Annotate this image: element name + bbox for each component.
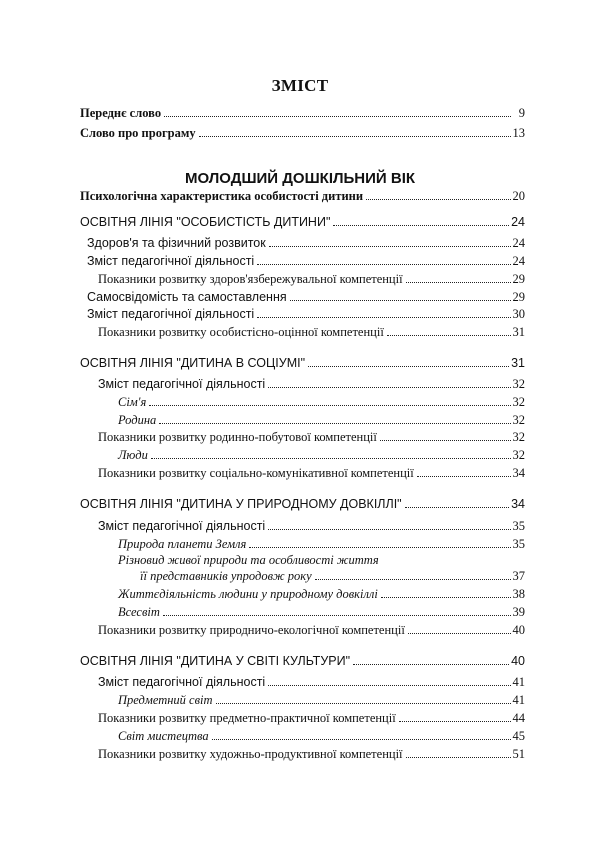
entry-page: 40 — [512, 623, 525, 637]
entry-text: Природа планети Земля — [118, 537, 247, 551]
toc-entry-psych[interactable] — [80, 185, 525, 204]
entry-page: 32 — [512, 430, 525, 444]
entry-page: 39 — [512, 605, 525, 619]
entry-text: Родина — [118, 413, 157, 427]
toc-entry[interactable] — [118, 583, 525, 602]
entry-text: Різновид живої природи та особливості життя — [118, 553, 379, 567]
dot-leader — [408, 633, 511, 634]
toc-entry[interactable] — [98, 671, 525, 690]
entry-page: 34 — [512, 466, 525, 480]
entry-text: Показники розвитку особистісно-оціннoї компетенції — [98, 325, 384, 339]
entry-page: 45 — [512, 729, 525, 743]
dot-leader — [406, 757, 511, 758]
entry-text: Зміст педагогічної діяльності — [98, 377, 266, 391]
dot-leader — [199, 136, 511, 137]
entry-text: Здоров'я та фізичний розвиток — [87, 236, 266, 250]
toc-entry[interactable] — [118, 689, 525, 708]
toc-entry[interactable] — [98, 462, 525, 481]
entry-text: Сім'я — [118, 395, 147, 409]
dot-leader — [163, 615, 511, 616]
entry-page: 9 — [518, 106, 525, 120]
entry-page: 29 — [512, 272, 525, 286]
entry-text: ОСВІТНЯ ЛІНІЯ "ДИТИНА У ПРИРОДНОМУ ДОВКІЛЛІ" — [80, 497, 402, 511]
entry-text: Показники розвитку соціально-комунікативної компетенції — [98, 466, 414, 480]
entry-text: Всесвіт — [118, 605, 160, 619]
entry-text: Зміст педагогічної діяльності — [87, 307, 255, 321]
entry-text: Зміст педагогічної діяльності — [98, 675, 266, 689]
entry-page: 31 — [512, 325, 525, 339]
entry-page: 32 — [512, 377, 525, 391]
entry-text: її представників упродовж року — [140, 569, 312, 583]
entry-page: 24 — [512, 254, 525, 268]
dot-leader — [405, 507, 509, 508]
toc-entry[interactable] — [98, 373, 525, 392]
dot-leader — [257, 317, 510, 318]
toc-entry[interactable] — [118, 601, 525, 620]
dot-leader — [149, 405, 510, 406]
toc-entry[interactable] — [118, 444, 525, 463]
entry-page: 34 — [511, 497, 525, 511]
entry-text: Переднє слово — [80, 106, 162, 120]
toc-line-society[interactable] — [80, 352, 525, 371]
entry-page: 44 — [512, 711, 525, 725]
entry-page: 37 — [512, 569, 525, 583]
entry-page: 13 — [512, 126, 525, 140]
entry-page: 24 — [512, 236, 525, 250]
toc-entry[interactable] — [87, 250, 525, 269]
entry-text: Життєдіяльність людини у природному довкіллі — [118, 587, 378, 601]
entry-text: Слово про програму — [80, 126, 196, 140]
dot-leader — [315, 579, 511, 580]
section-title: МОЛОДШИЙ ДОШКІЛЬНИЙ ВІК — [184, 170, 416, 187]
toc-entry[interactable] — [98, 515, 525, 534]
dot-leader — [399, 721, 511, 722]
dot-leader — [257, 264, 510, 265]
dot-leader — [308, 366, 509, 367]
dot-leader — [366, 199, 510, 200]
entry-text: Світ мистецтва — [118, 729, 209, 743]
toc-entry[interactable] — [87, 232, 525, 251]
dot-leader — [151, 458, 511, 459]
entry-text: Показники розвитку родинно-побутової компетенції — [98, 430, 377, 444]
dot-leader — [212, 739, 511, 740]
toc-entry[interactable] — [98, 707, 525, 726]
dot-leader — [381, 597, 511, 598]
entry-page: 32 — [512, 448, 525, 462]
entry-text: Самосвідомість та самоставлення — [87, 290, 287, 304]
dot-leader — [290, 300, 511, 301]
entry-text: ОСВІТНЯ ЛІНІЯ "ДИТИНА В СОЦІУМІ" — [80, 356, 306, 370]
entry-page: 40 — [511, 654, 525, 668]
entry-page: 35 — [512, 519, 525, 533]
entry-page: 41 — [512, 675, 525, 689]
dot-leader — [417, 476, 511, 477]
entry-text: Показники розвитку художньо-продуктивної компетенції — [98, 747, 403, 761]
entry-page: 30 — [512, 307, 525, 321]
toc-line-personality[interactable] — [80, 211, 525, 230]
toc-entry[interactable] — [118, 391, 525, 410]
dot-leader — [387, 335, 511, 336]
entry-page: 38 — [512, 587, 525, 601]
dot-leader — [269, 246, 511, 247]
entry-text: Зміст педагогічної діяльності — [87, 254, 255, 268]
entry-page: 20 — [512, 189, 525, 203]
dot-leader — [216, 703, 511, 704]
entry-text: Зміст педагогічної діяльності — [98, 519, 266, 533]
entry-text: Психологічна характеристика особистості дитини — [80, 189, 364, 203]
entry-page: 32 — [512, 395, 525, 409]
entry-page: 35 — [512, 537, 525, 551]
dot-leader — [268, 529, 510, 530]
toc-entry-about-program[interactable] — [80, 122, 525, 141]
toc-line-nature[interactable] — [80, 493, 525, 512]
entry-page: 29 — [512, 290, 525, 304]
entry-page: 32 — [512, 413, 525, 427]
dot-leader — [159, 423, 510, 424]
dot-leader — [333, 225, 509, 226]
toc-entry[interactable] — [118, 725, 525, 744]
toc-entry[interactable] — [87, 303, 525, 322]
dot-leader — [268, 387, 510, 388]
entry-page: 31 — [511, 356, 525, 370]
entry-text: Показники розвитку предметно-практичної компетенції — [98, 711, 396, 725]
entry-page: 41 — [512, 693, 525, 707]
toc-line-culture[interactable] — [80, 650, 525, 669]
entry-page: 51 — [512, 747, 525, 761]
entry-text: Предметний світ — [118, 693, 213, 707]
entry-text: Показники розвитку природничо-екологічної компетенції — [98, 623, 405, 637]
entry-text: ОСВІТНЯ ЛІНІЯ "ОСОБИСТІСТЬ ДИТИНИ" — [80, 215, 331, 229]
toc-entry[interactable] — [98, 426, 525, 445]
dot-leader — [164, 116, 511, 117]
toc-title: ЗМІСТ — [271, 76, 329, 95]
entry-page: 24 — [511, 215, 525, 229]
dot-leader — [353, 664, 509, 665]
toc-entry-foreword[interactable] — [80, 102, 525, 121]
toc-entry[interactable] — [98, 321, 525, 340]
entry-text: Люди — [118, 448, 148, 462]
dot-leader — [268, 685, 510, 686]
entry-text: ОСВІТНЯ ЛІНІЯ "ДИТИНА У СВІТІ КУЛЬТУРИ" — [80, 654, 351, 668]
toc-entry[interactable] — [98, 268, 525, 287]
entry-text: Показники розвитку здоров'язбережувальної компетенції — [98, 272, 403, 286]
toc-entry[interactable] — [98, 619, 525, 638]
toc-entry-line2[interactable] — [140, 565, 525, 584]
dot-leader — [406, 282, 511, 283]
dot-leader — [249, 547, 510, 548]
toc-entry[interactable] — [98, 743, 525, 762]
dot-leader — [380, 440, 511, 441]
